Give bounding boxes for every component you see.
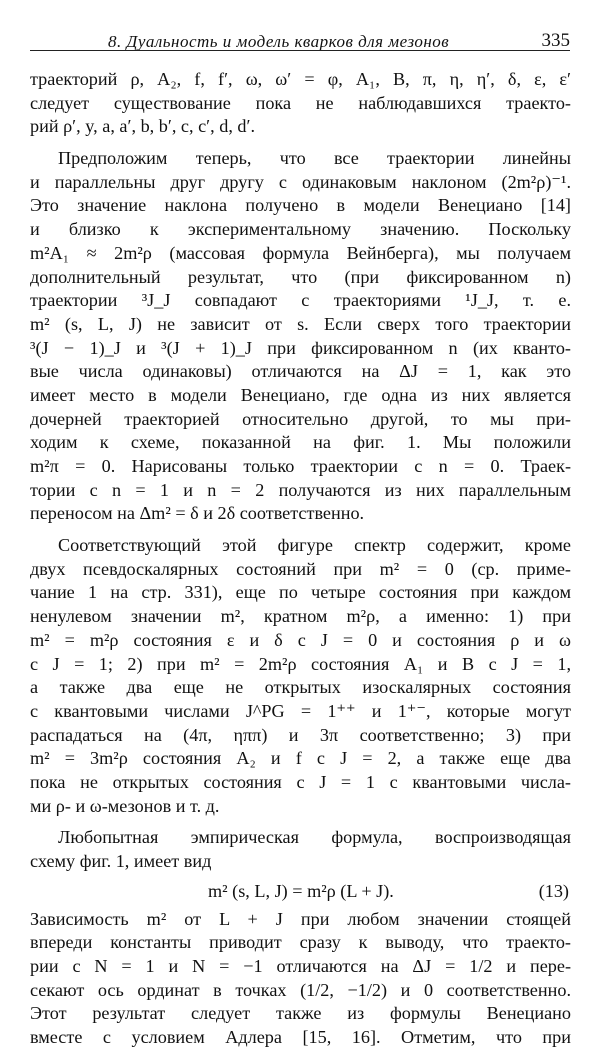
text-line: переносом на Δm² = δ и 2δ соответственно. (30, 503, 365, 524)
running-header-title: 8. Дуальность и модель кварков для мезонов (108, 32, 450, 51)
equation-formula: m² (s, L, J) = m²ρ (L + J). (208, 880, 394, 901)
text-line: ходим к схеме, показанной на фиг. 1. Мы положили (30, 432, 571, 453)
text-line: пока не открытых состояния с J = 1 с квантовыми числа- (30, 771, 571, 792)
text-line: рий ρ′, y, a, a′, b, b′, c, c′, d, d′. (30, 116, 256, 137)
text-line: чание 1 на стр. 331), еще по четыре состояния при каждом (30, 582, 571, 603)
text-line: Соответствующий этой фигуре спектр содержит, кроме (58, 535, 571, 556)
text-line: m² = m²ρ состояния ε и δ с J = 0 и состояния ρ и ω (30, 629, 571, 650)
text-line: дополнительный результат, что (при фиксированном n) (30, 266, 571, 287)
equation-13 (30, 874, 571, 908)
text-line: Этот результат следует также из формулы Венециано (30, 1003, 571, 1024)
text-line: впереди константы приводит сразу к выводу, что траекто- (30, 932, 571, 953)
text-line: двух псевдоскалярных состояний при m² = 0 (ср. приме- (30, 558, 571, 579)
text-line: распадаться на (4π, ηππ) и 3π соответственно; 3) при (30, 724, 571, 745)
text-line: секают ось ординат в точках (1/2, −1/2) и 0 соответственно. (30, 979, 571, 1000)
text-line: схему фиг. 1, имеет вид (30, 851, 212, 871)
text-line: с J = 1; 2) при m² = 2m²ρ состояния A₁ и B с J = 1, (30, 653, 571, 674)
equation-number: (13) (538, 880, 569, 901)
text-line: тории с n = 1 и n = 2 получаются из них параллельным (30, 479, 571, 500)
text-line: а также два еще не открытых изоскалярных состояния (30, 677, 571, 698)
text-line: имеет место в модели Венециано, где одна из них является (30, 384, 571, 405)
text-line: вые числа одинаковы) отличаются на ΔJ = 1, как это (30, 361, 571, 382)
body-text (30, 68, 571, 1050)
text-line: ненулевом значении m², кратном m²ρ, а именно: 1) при (30, 606, 571, 627)
text-line: m² = 3m²ρ состояния A₂ и f с J = 2, а также еще два (30, 748, 571, 769)
text-line: Любопытная эмпирическая формула, воспроизводящая (58, 827, 571, 848)
text-line: траекторий ρ, A₂, f, f′, ω, ω′ = φ, A₁, B, π, η, η′, δ, ε, ε′ (30, 69, 571, 89)
running-header (30, 26, 570, 52)
text-line: и близко к экспериментальному значению. Поскольку (30, 219, 571, 240)
text-line: Это значение наклона получено в модели Венециано [14] (30, 195, 571, 216)
text-line: Зависимость m² от L + J при любом значении стоящей (30, 908, 571, 929)
header-rule (30, 50, 570, 51)
text-line: траектории ³J_J совпадают с траекториями ¹J_J, т. е. (30, 290, 571, 311)
text-line: с квантовыми числами J^PG = 1⁺⁺ и 1⁺⁻, которые могут (30, 700, 571, 721)
text-line: m²A₁ ≈ 2m²ρ (массовая формула Вейнберга), мы получаем (30, 242, 571, 263)
text-line: m² (s, L, J) не зависит от s. Если сверх того траектории (30, 313, 571, 334)
text-line: m²π = 0. Нарисованы только траектории с n = 0. Траек- (30, 456, 571, 476)
text-line: ми ρ- и ω-мезонов и т. д. (30, 795, 220, 816)
text-line: ³(J − 1)_J и ³(J + 1)_J при фиксированном n (их кванто- (30, 337, 571, 358)
text-line: рии с N = 1 и N = −1 отличаются на ΔJ = 1/2 и пере- (30, 956, 571, 977)
text-line: и параллельны друг другу с одинаковым наклоном (2m²ρ)⁻¹. (30, 171, 571, 192)
text-line: вместе с условием Адлера [15, 16]. Отметим, что при (30, 1027, 571, 1048)
text-line: следует существование пока не наблюдавшихся траекто- (30, 92, 571, 113)
text-line: Предположим теперь, что все траектории линейны (58, 148, 571, 169)
text-line: дочерней траекторией относительно другой, то мы при- (30, 408, 571, 429)
page-number: 335 (541, 30, 570, 51)
